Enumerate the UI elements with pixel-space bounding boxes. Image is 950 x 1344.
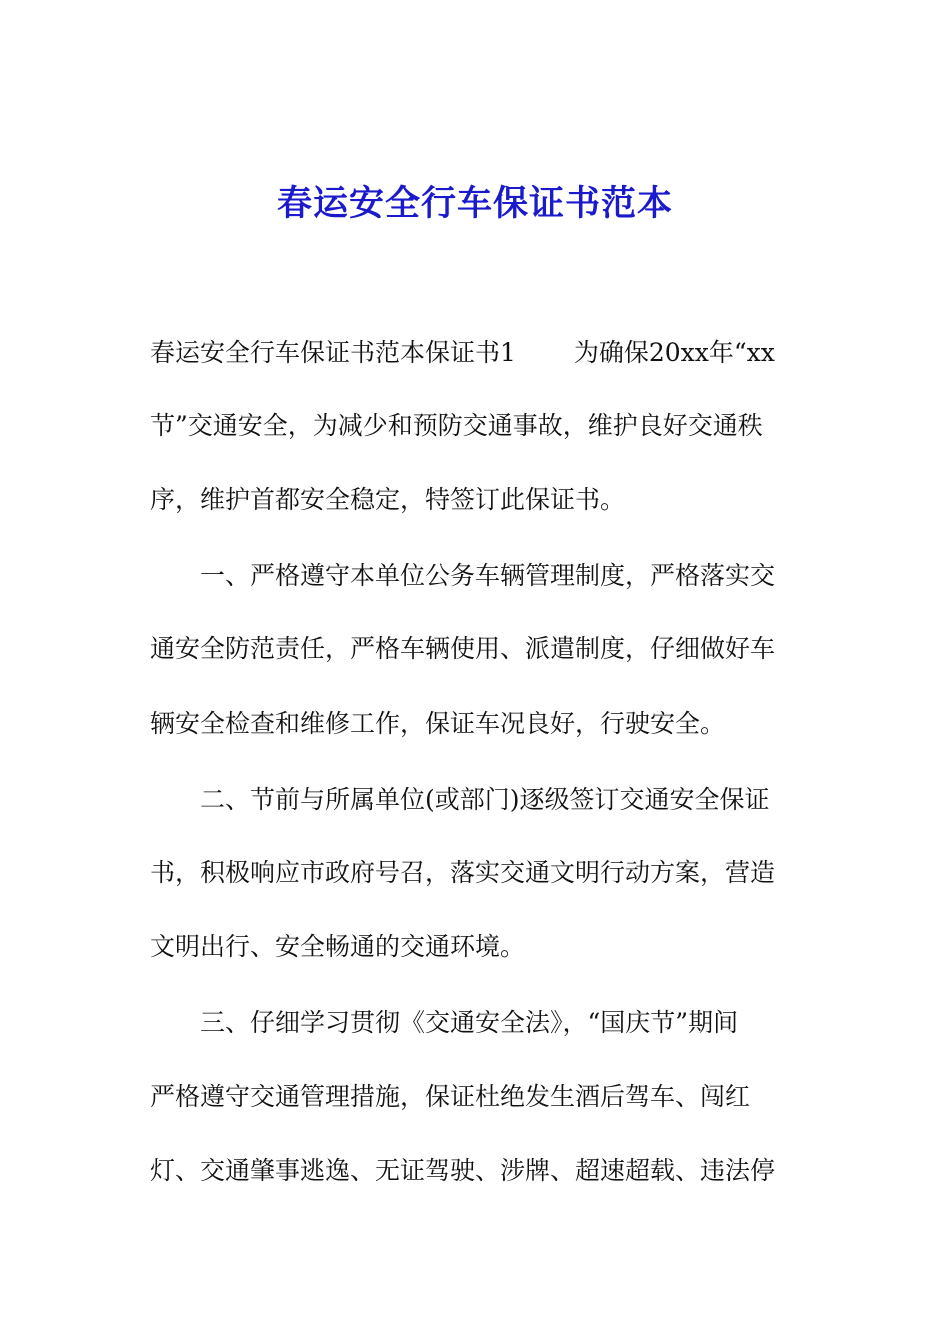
body-line-12: 灯、交通肇事逃逸、无证驾驶、涉牌、超速超载、违法停 (150, 1156, 776, 1185)
body-line-6: 辆安全检查和维修工作，保证车况良好，行驶安全。 (150, 709, 726, 738)
body-line-4: 一、严格遵守本单位公务车辆管理制度，严格落实交 (150, 561, 776, 590)
body-line-2: 节”交通安全，为减少和预防交通事故，维护良好交通秩 (150, 411, 763, 440)
body-line-9: 文明出行、安全畅通的交通环境。 (150, 932, 526, 961)
body-line-1: 春运安全行车保证书范本保证书1 为确保20xx年“xx (150, 338, 775, 367)
body-line-11: 严格遵守交通管理措施，保证杜绝发生酒后驾车、闯红 (150, 1082, 751, 1111)
body-line-5: 通安全防范责任，严格车辆使用、派遣制度，仔细做好车 (150, 634, 776, 663)
document-title: 春运安全行车保证书范本 (276, 183, 673, 224)
body-line-10: 三、仔细学习贯彻《交通安全法》，“国庆节”期间 (150, 1008, 739, 1037)
body-line-3: 序，维护首都安全稳定，特签订此保证书。 (150, 485, 626, 514)
body-line-7: 二、节前与所属单位(或部门)逐级签订交通安全保证 (150, 785, 770, 814)
body-line-8: 书，积极响应市政府号召，落实交通文明行动方案，营造 (150, 858, 776, 887)
